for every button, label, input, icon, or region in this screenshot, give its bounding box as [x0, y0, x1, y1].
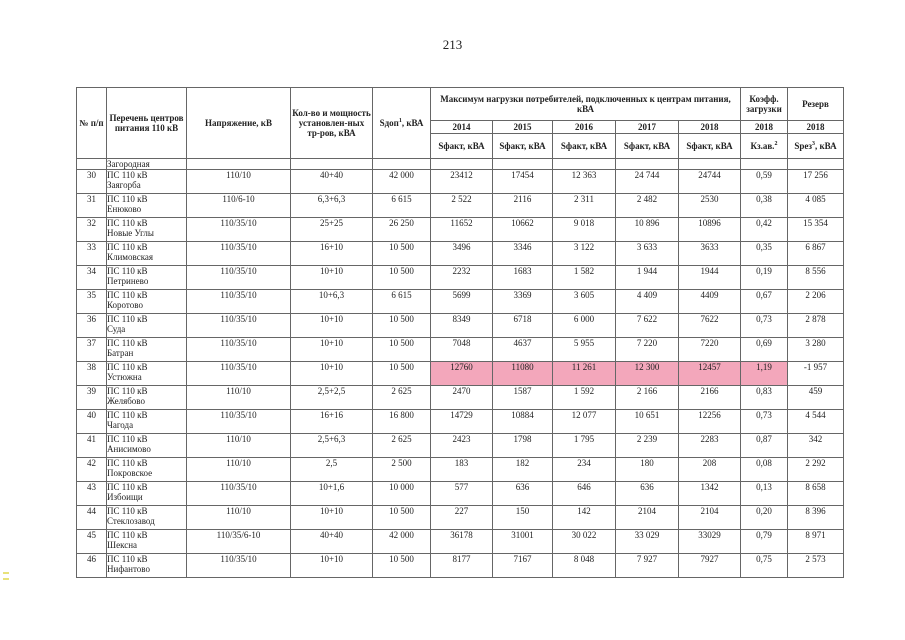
load-2017-cell: 1 944 — [616, 266, 679, 290]
load-2017-cell: 7 927 — [616, 554, 679, 578]
header-transformers: Кол-во и мощность установлен-ных тр-ров, кВА — [291, 88, 373, 159]
load-2015-cell: 31001 — [493, 530, 553, 554]
row-number: 39 — [77, 386, 107, 410]
header-year: 2015 — [493, 121, 553, 134]
table-row — [77, 554, 844, 578]
table-row — [77, 362, 844, 386]
transformers-cell: 2,5 — [291, 458, 373, 482]
sdop-cell: 6 615 — [373, 194, 431, 218]
load-2015-cell: 3346 — [493, 242, 553, 266]
station-name: Енюково — [107, 204, 142, 214]
row-number: 46 — [77, 554, 107, 578]
kz-cell: 0,13 — [741, 482, 788, 506]
reserve-cell: 6 867 — [788, 242, 844, 266]
load-2017-cell: 3 633 — [616, 242, 679, 266]
table-row — [77, 159, 844, 170]
voltage-cell: 110/35/10 — [187, 314, 291, 338]
header-max-load: Максимум нагрузки потребителей, подключенных к центрам питания, кВА — [431, 88, 741, 121]
load-2018-cell: 1342 — [679, 482, 741, 506]
transformers-cell: 2,5+6,3 — [291, 434, 373, 458]
load-2014-cell: 577 — [431, 482, 493, 506]
load-2016-cell: 3 605 — [553, 290, 616, 314]
row-number: 30 — [77, 170, 107, 194]
header-reserve-year: 2018 — [788, 121, 844, 134]
kz-cell: 0,20 — [741, 506, 788, 530]
table-row — [77, 458, 844, 482]
load-2016-cell: 8 048 — [553, 554, 616, 578]
load-2016-cell: 6 000 — [553, 314, 616, 338]
voltage-cell: 110/35/10 — [187, 218, 291, 242]
station-name — [107, 266, 187, 290]
load-2014-cell: 227 — [431, 506, 493, 530]
row-number: 35 — [77, 290, 107, 314]
transformers-cell: 40+40 — [291, 170, 373, 194]
station-name — [107, 314, 187, 338]
kz-cell: 0,83 — [741, 386, 788, 410]
voltage-cell: 110/6-10 — [187, 194, 291, 218]
load-2018-cell: 3633 — [679, 242, 741, 266]
reserve-cell: 2 206 — [788, 290, 844, 314]
reserve-cell: 2 878 — [788, 314, 844, 338]
load-2014-cell: 14729 — [431, 410, 493, 434]
table-row — [77, 434, 844, 458]
header-year: 2017 — [616, 121, 679, 134]
row-number: 32 — [77, 218, 107, 242]
station-prefix: ПС 110 кВ — [107, 266, 148, 276]
load-2015-cell: 10662 — [493, 218, 553, 242]
load-2015-cell: 7167 — [493, 554, 553, 578]
station-prefix: ПС 110 кВ — [107, 218, 148, 228]
station-prefix: ПС 110 кВ — [107, 506, 148, 516]
reserve-cell: 15 354 — [788, 218, 844, 242]
transformers-cell: 6,3+6,3 — [291, 194, 373, 218]
station-name — [107, 410, 187, 434]
kz-cell: 0,42 — [741, 218, 788, 242]
load-2015-cell: 1587 — [493, 386, 553, 410]
voltage-cell: 110/35/10 — [187, 338, 291, 362]
station-name: Петринево — [107, 276, 149, 286]
station-name: Анисимово — [107, 444, 151, 454]
load-2017-cell: 4 409 — [616, 290, 679, 314]
station-name — [107, 170, 187, 194]
load-2017-cell: 24 744 — [616, 170, 679, 194]
load-2018-cell: 12256 — [679, 410, 741, 434]
kz-cell: 0,19 — [741, 266, 788, 290]
station-name — [107, 338, 187, 362]
row-number: 36 — [77, 314, 107, 338]
station-name — [107, 362, 187, 386]
station-prefix: ПС 110 кВ — [107, 362, 148, 372]
header-sdop: Sдоп$^1$, кВА — [373, 88, 431, 159]
reserve-cell: 8 658 — [788, 482, 844, 506]
load-2017-cell: 33 029 — [616, 530, 679, 554]
load-2016-cell: 646 — [553, 482, 616, 506]
load-2014-cell: 12760 — [431, 362, 493, 386]
station-name: Суда — [107, 324, 126, 334]
voltage-cell: 110/35/10 — [187, 554, 291, 578]
table-row — [77, 242, 844, 266]
station-prefix: ПС 110 кВ — [107, 194, 148, 204]
voltage-cell: 110/35/6-10 — [187, 530, 291, 554]
load-2016-cell: 30 022 — [553, 530, 616, 554]
header-sfact: Sфакт, кВА — [431, 134, 493, 159]
station-prefix: ПС 110 кВ — [107, 386, 148, 396]
load-2018-cell: 2166 — [679, 386, 741, 410]
kz-cell: 0,08 — [741, 458, 788, 482]
table-row — [77, 218, 844, 242]
row-number: 34 — [77, 266, 107, 290]
load-2017-cell: 2 239 — [616, 434, 679, 458]
load-2015-cell: 2116 — [493, 194, 553, 218]
voltage-cell: 110/10 — [187, 458, 291, 482]
load-2015-cell: 4637 — [493, 338, 553, 362]
kz-cell: 0,38 — [741, 194, 788, 218]
transformers-cell: 10+1,6 — [291, 482, 373, 506]
station-name — [107, 434, 187, 458]
kz-cell: 0,67 — [741, 290, 788, 314]
load-2014-cell: 8349 — [431, 314, 493, 338]
load-2014-cell: 2 522 — [431, 194, 493, 218]
sdop-cell: 2 625 — [373, 434, 431, 458]
load-2014-cell: 5699 — [431, 290, 493, 314]
row-number: 38 — [77, 362, 107, 386]
load-2016-cell: 142 — [553, 506, 616, 530]
transformers-cell: 16+16 — [291, 410, 373, 434]
station-name: Батран — [107, 348, 134, 358]
load-2015-cell: 182 — [493, 458, 553, 482]
load-2014-cell: 36178 — [431, 530, 493, 554]
kz-cell: 0,73 — [741, 410, 788, 434]
header-year: 2016 — [553, 121, 616, 134]
transformers-cell: 10+10 — [291, 506, 373, 530]
reserve-cell: 4 085 — [788, 194, 844, 218]
load-2015-cell: 150 — [493, 506, 553, 530]
transformers-cell: 10+10 — [291, 554, 373, 578]
page-number: 213 — [442, 37, 463, 52]
load-2018-cell: 12457 — [679, 362, 741, 386]
load-2015-cell: 1798 — [493, 434, 553, 458]
load-2017-cell: 10 651 — [616, 410, 679, 434]
sdop-cell: 10 500 — [373, 506, 431, 530]
load-2017-cell: 7 220 — [616, 338, 679, 362]
station-name: Загородная — [107, 159, 187, 170]
voltage-cell: 110/10 — [187, 170, 291, 194]
reserve-cell: 342 — [788, 434, 844, 458]
row-number: 40 — [77, 410, 107, 434]
table-row — [77, 506, 844, 530]
sdop-cell: 10 500 — [373, 242, 431, 266]
transformers-cell: 10+10 — [291, 314, 373, 338]
load-2018-cell: 2283 — [679, 434, 741, 458]
load-2016-cell: 1 795 — [553, 434, 616, 458]
load-2015-cell: 6718 — [493, 314, 553, 338]
table-row — [77, 482, 844, 506]
load-2015-cell: 636 — [493, 482, 553, 506]
row-number: 37 — [77, 338, 107, 362]
station-name — [107, 482, 187, 506]
station-prefix: ПС 110 кВ — [107, 314, 148, 324]
load-2017-cell: 12 300 — [616, 362, 679, 386]
kz-cell: 0,59 — [741, 170, 788, 194]
reserve-cell: 8 396 — [788, 506, 844, 530]
load-2018-cell: 1944 — [679, 266, 741, 290]
transformers-cell: 16+10 — [291, 242, 373, 266]
row-number: 41 — [77, 434, 107, 458]
sdop-cell: 10 500 — [373, 362, 431, 386]
station-name — [107, 458, 187, 482]
load-2018-cell: 33029 — [679, 530, 741, 554]
sdop-cell: 26 250 — [373, 218, 431, 242]
station-name — [107, 194, 187, 218]
station-name: Нифантово — [107, 564, 150, 574]
load-2016-cell: 12 363 — [553, 170, 616, 194]
transformers-cell: 10+10 — [291, 266, 373, 290]
transformers-cell: 10+10 — [291, 338, 373, 362]
station-name — [107, 290, 187, 314]
load-2015-cell: 10884 — [493, 410, 553, 434]
load-2017-cell: 2 482 — [616, 194, 679, 218]
load-2016-cell: 5 955 — [553, 338, 616, 362]
transformers-cell: 10+6,3 — [291, 290, 373, 314]
load-2016-cell: 234 — [553, 458, 616, 482]
station-name — [107, 530, 187, 554]
kz-cell: 0,35 — [741, 242, 788, 266]
load-2017-cell: 2 166 — [616, 386, 679, 410]
header-sfact: Sфакт, кВА — [616, 134, 679, 159]
row-number: 42 — [77, 458, 107, 482]
sdop-cell: 10 000 — [373, 482, 431, 506]
sdop-cell: 10 500 — [373, 266, 431, 290]
table-row — [77, 410, 844, 434]
load-2016-cell: 2 311 — [553, 194, 616, 218]
sdop-cell: 10 500 — [373, 338, 431, 362]
voltage-cell: 110/10 — [187, 434, 291, 458]
load-2018-cell: 7622 — [679, 314, 741, 338]
load-2018-cell: 24744 — [679, 170, 741, 194]
header-kz: Кз.ав.$^2$ — [741, 134, 788, 159]
load-2016-cell: 9 018 — [553, 218, 616, 242]
reserve-cell: 2 573 — [788, 554, 844, 578]
kz-cell: 0,79 — [741, 530, 788, 554]
kz-cell: 0,87 — [741, 434, 788, 458]
load-2016-cell: 1 582 — [553, 266, 616, 290]
station-name: Коротово — [107, 300, 143, 310]
load-2017-cell: 10 896 — [616, 218, 679, 242]
load-2016-cell: 11 261 — [553, 362, 616, 386]
load-2018-cell: 7927 — [679, 554, 741, 578]
load-2017-cell: 2104 — [616, 506, 679, 530]
header-sfact: Sфакт, кВА — [553, 134, 616, 159]
table-row — [77, 386, 844, 410]
reserve-cell: 8 556 — [788, 266, 844, 290]
table-row — [77, 290, 844, 314]
transformers-cell: 10+10 — [291, 362, 373, 386]
reserve-cell: 4 544 — [788, 410, 844, 434]
row-number: 44 — [77, 506, 107, 530]
load-2016-cell: 3 122 — [553, 242, 616, 266]
load-2018-cell: 2104 — [679, 506, 741, 530]
header-num: № п/п — [77, 88, 107, 159]
station-name — [107, 386, 187, 410]
sdop-cell: 42 000 — [373, 530, 431, 554]
station-prefix: ПС 110 кВ — [107, 410, 148, 420]
kz-cell: 0,73 — [741, 314, 788, 338]
table-body — [77, 159, 844, 578]
sdop-cell: 10 500 — [373, 554, 431, 578]
station-name — [107, 242, 187, 266]
station-name: Покровское — [107, 468, 153, 478]
table-row — [77, 194, 844, 218]
row-number: 45 — [77, 530, 107, 554]
load-2014-cell: 2423 — [431, 434, 493, 458]
table-row — [77, 266, 844, 290]
load-2014-cell: 23412 — [431, 170, 493, 194]
station-prefix: ПС 110 кВ — [107, 482, 148, 492]
voltage-cell: 110/35/10 — [187, 362, 291, 386]
transformers-cell: 40+40 — [291, 530, 373, 554]
reserve-cell: 2 292 — [788, 458, 844, 482]
load-2016-cell: 1 592 — [553, 386, 616, 410]
station-prefix: ПС 110 кВ — [107, 530, 148, 540]
sdop-cell: 6 615 — [373, 290, 431, 314]
kz-cell: 0,69 — [741, 338, 788, 362]
row-number: 33 — [77, 242, 107, 266]
load-2015-cell: 17454 — [493, 170, 553, 194]
sdop-cell: 16 800 — [373, 410, 431, 434]
header-coef-year: 2018 — [741, 121, 788, 134]
load-2017-cell: 7 622 — [616, 314, 679, 338]
station-name — [107, 506, 187, 530]
station-name: Избоищи — [107, 492, 143, 502]
station-name: Стеклозавод — [107, 516, 155, 526]
station-name — [107, 218, 187, 242]
station-name: Желябово — [107, 396, 145, 406]
load-2015-cell: 11080 — [493, 362, 553, 386]
row-number: 43 — [77, 482, 107, 506]
edge-mark — [3, 572, 9, 574]
voltage-cell: 110/10 — [187, 506, 291, 530]
load-2017-cell: 636 — [616, 482, 679, 506]
header-year: 2018 — [679, 121, 741, 134]
voltage-cell: 110/35/10 — [187, 266, 291, 290]
load-2014-cell: 7048 — [431, 338, 493, 362]
station-prefix: ПС 110 кВ — [107, 242, 148, 252]
row-number: 31 — [77, 194, 107, 218]
header-year: 2014 — [431, 121, 493, 134]
kz-cell: 0,75 — [741, 554, 788, 578]
station-name: Новые Углы — [107, 228, 154, 238]
header-sfact: Sфакт, кВА — [493, 134, 553, 159]
load-2014-cell: 11652 — [431, 218, 493, 242]
load-2014-cell: 2232 — [431, 266, 493, 290]
load-2015-cell: 1683 — [493, 266, 553, 290]
station-prefix: ПС 110 кВ — [107, 458, 148, 468]
sdop-cell: 2 500 — [373, 458, 431, 482]
station-prefix: ПС 110 кВ — [107, 338, 148, 348]
load-2014-cell: 2470 — [431, 386, 493, 410]
load-2018-cell: 208 — [679, 458, 741, 482]
reserve-cell: 17 256 — [788, 170, 844, 194]
station-prefix: ПС 110 кВ — [107, 554, 148, 564]
load-2018-cell: 4409 — [679, 290, 741, 314]
header-sfact: Sфакт, кВА — [679, 134, 741, 159]
table-row — [77, 530, 844, 554]
load-2014-cell: 183 — [431, 458, 493, 482]
table-row — [77, 314, 844, 338]
reserve-cell: 8 971 — [788, 530, 844, 554]
header-voltage: Напряжение, кВ — [187, 88, 291, 159]
header-reserve: Резерв — [788, 88, 844, 121]
station-name: Чагода — [107, 420, 134, 430]
sdop-cell: 2 625 — [373, 386, 431, 410]
load-2018-cell: 2530 — [679, 194, 741, 218]
voltage-cell: 110/35/10 — [187, 290, 291, 314]
kz-cell: 1,19 — [741, 362, 788, 386]
sdop-cell: 42 000 — [373, 170, 431, 194]
load-2018-cell: 10896 — [679, 218, 741, 242]
reserve-cell: 3 280 — [788, 338, 844, 362]
reserve-cell: 459 — [788, 386, 844, 410]
load-table — [76, 87, 844, 578]
station-name: Заягорба — [107, 180, 141, 190]
voltage-cell: 110/35/10 — [187, 242, 291, 266]
station-name: Климовская — [107, 252, 154, 262]
voltage-cell: 110/35/10 — [187, 482, 291, 506]
load-2017-cell: 180 — [616, 458, 679, 482]
station-name — [107, 554, 187, 578]
header-srez: Sрез$^3$, кВА — [788, 134, 844, 159]
load-2016-cell: 12 077 — [553, 410, 616, 434]
edge-mark — [3, 578, 9, 580]
load-2014-cell: 3496 — [431, 242, 493, 266]
station-prefix: ПС 110 кВ — [107, 170, 148, 180]
transformers-cell: 2,5+2,5 — [291, 386, 373, 410]
sdop-cell: 10 500 — [373, 314, 431, 338]
table-row — [77, 338, 844, 362]
table-row — [77, 170, 844, 194]
station-name: Шексна — [107, 540, 138, 550]
voltage-cell: 110/10 — [187, 386, 291, 410]
load-2018-cell: 7220 — [679, 338, 741, 362]
voltage-cell: 110/35/10 — [187, 410, 291, 434]
header-coef: Коэфф. загрузки — [741, 88, 788, 121]
station-prefix: ПС 110 кВ — [107, 290, 148, 300]
station-name: Устюжна — [107, 372, 142, 382]
transformers-cell: 25+25 — [291, 218, 373, 242]
load-2014-cell: 8177 — [431, 554, 493, 578]
station-prefix: ПС 110 кВ — [107, 434, 148, 444]
header-centers: Перечень центров питания 110 кВ — [107, 88, 187, 159]
reserve-cell: -1 957 — [788, 362, 844, 386]
load-2015-cell: 3369 — [493, 290, 553, 314]
